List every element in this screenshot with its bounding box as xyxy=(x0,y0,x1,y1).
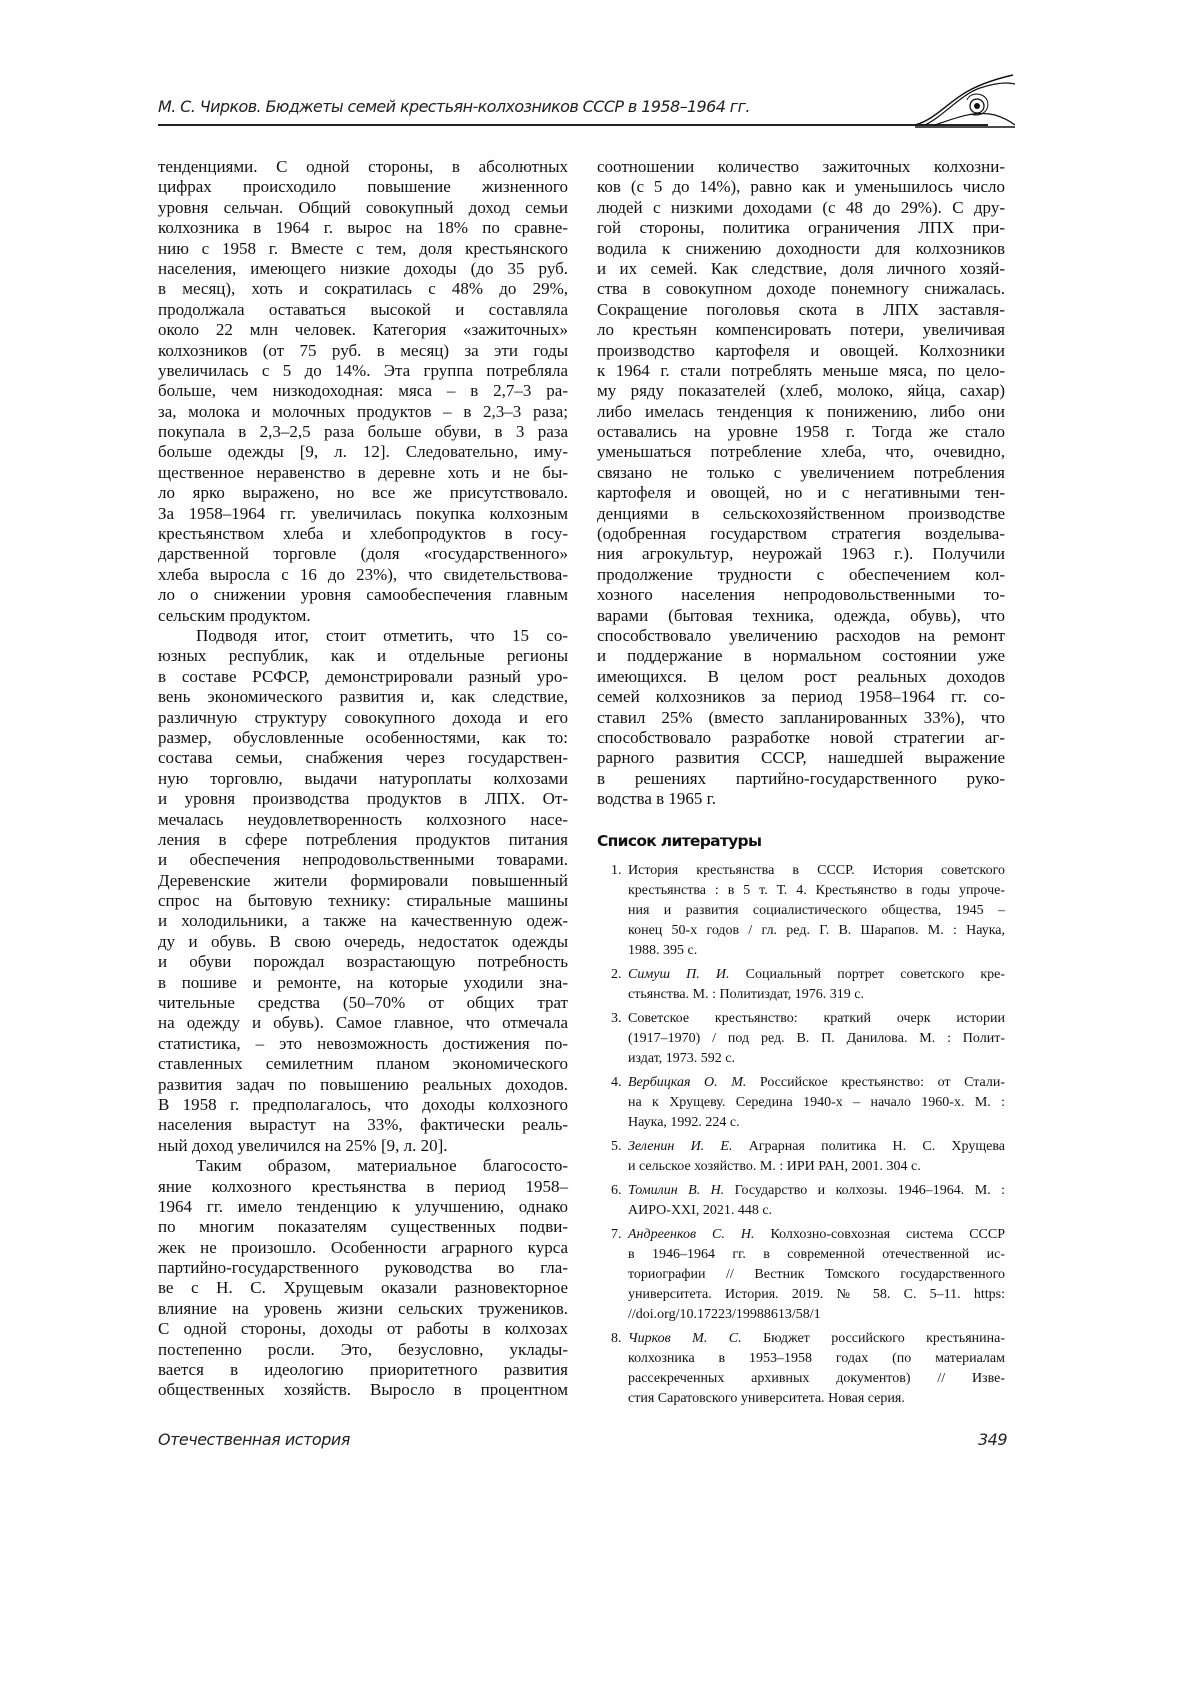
text-line: около 22 млн человек. Категория «зажиточных» xyxy=(158,320,568,340)
reference-text: Российское крестьянство: от Стали- xyxy=(746,1075,1005,1090)
reference-line xyxy=(628,1137,1005,1157)
text-line: влияние на уровень жизни сельских тружеников. xyxy=(158,1299,568,1319)
text-line: яние колхозного крестьянства в период 1958– xyxy=(158,1177,568,1197)
text-line: вень экономического развития и, как следствие, xyxy=(158,687,568,707)
reference-line: стьянства. М. : Политиздат, 1976. 319 с. xyxy=(628,985,1005,1005)
text-line: оставались на уровне 1958 г. Тогда же стало xyxy=(597,422,1005,442)
reference-line: (1917–1970) / под ред. В. П. Данилова. М. : Полит- xyxy=(628,1029,1005,1049)
text-line: ставил 25% (вместо запланированных 33%), что xyxy=(597,708,1005,728)
text-line: размер, обусловленные особенностями, как то: xyxy=(158,728,568,748)
text-line: больше, чем низкодоходная: мяса – в 2,7–3 ра- xyxy=(158,381,568,401)
left-text-column xyxy=(158,157,568,1401)
reference-line: АИРО-XXI, 2021. 448 с. xyxy=(628,1201,1005,1221)
reference-line: колхозника в 1953–1958 годах (по материалам xyxy=(628,1349,1005,1369)
reference-line: Наука, 1992. 224 с. xyxy=(628,1113,1005,1133)
reference-line: 1988. 395 с. xyxy=(628,941,1005,961)
reference-line: университета. История. 2019. № 58. С. 5–11. https: xyxy=(628,1285,1005,1305)
text-line: ло ярко выражено, но все же присутствовало. xyxy=(158,483,568,503)
text-line: колхозников (от 75 руб. в месяц) за эти годы xyxy=(158,341,568,361)
text-line: и обуви порождал возрастающую потребность xyxy=(158,952,568,972)
text-line: В 1958 г. предполагалось, что доходы колхозного xyxy=(158,1095,568,1115)
text-line: му ряду показателей (хлеб, молоко, яйца, сахар) xyxy=(597,381,1005,401)
text-line: сельским продуктом. xyxy=(158,606,568,626)
text-line: варами (бытовая техника, одежда, обувь), что xyxy=(597,606,1005,626)
text-line: хлеба выросла с 16 до 23%), что свидетельствова- xyxy=(158,565,568,585)
reference-line xyxy=(628,965,1005,985)
right-text-column xyxy=(597,157,1005,810)
text-line: картофеля и овощей, но и с негативными тен- xyxy=(597,483,1005,503)
text-line: ло о снижении уровня самообеспечения главным xyxy=(158,585,568,605)
reference-line: и сельское хозяйство. М. : ИРИ РАН, 2001. 304 с. xyxy=(628,1157,1005,1177)
reference-text: Бюджет российского крестьянина- xyxy=(742,1331,1005,1346)
text-line: ления в сфере потребления продуктов питания xyxy=(158,830,568,850)
reference-line: Советское крестьянство: краткий очерк истории xyxy=(628,1009,1005,1029)
reference-line xyxy=(628,1329,1005,1349)
text-line: ду и обувь. В свою очередь, недостаток одежды xyxy=(158,932,568,952)
text-line: и обеспечения непродовольственными товарами. xyxy=(158,850,568,870)
reference-number: 4. xyxy=(611,1073,622,1093)
text-line: уменьшаться потребление хлеба, что, очевидно, xyxy=(597,442,1005,462)
text-line: в месяц), хоть и сократилась с 48% до 29%, xyxy=(158,279,568,299)
text-line: и поддержание в нормальном состоянии уже xyxy=(597,646,1005,666)
text-line: по многим показателям существенных подви- xyxy=(158,1217,568,1237)
text-line: имеющихся. В целом рост реальных доходов xyxy=(597,667,1005,687)
text-line: 1964 гг. имело тенденцию к улучшению, однако xyxy=(158,1197,568,1217)
text-line: состава семьи, снабжения через государствен- xyxy=(158,748,568,768)
text-line: тенденциями. С одной стороны, в абсолютных xyxy=(158,157,568,177)
text-line: и их семей. Как следствие, доля личного хозяй- xyxy=(597,259,1005,279)
reference-author: Чирков М. С. xyxy=(628,1331,742,1346)
paragraph xyxy=(158,626,568,1156)
text-line: в составе РСФСР, демонстрировали разный уро- xyxy=(158,667,568,687)
reference-text: Государство и колхозы. 1946–1964. М. : xyxy=(724,1183,1005,1198)
text-line: постепенно росли. Это, безусловно, уклады- xyxy=(158,1340,568,1360)
header-rule xyxy=(158,124,988,126)
text-line: ков (с 5 до 14%), равно как и уменьшилось число xyxy=(597,177,1005,197)
text-line: ства в совокупном доходе понемногу снижалась. xyxy=(597,279,1005,299)
reference-line xyxy=(628,1073,1005,1093)
text-line: людей с низкими доходами (с 48 до 29%). С дру- xyxy=(597,198,1005,218)
text-line: ве с Н. С. Хрущевым оказали разновекторное xyxy=(158,1278,568,1298)
text-line: ния агрокультур, неурожай 1963 г.). Получили xyxy=(597,544,1005,564)
reference-number: 2. xyxy=(611,965,622,985)
reference-line: История крестьянства в СССР. История советского xyxy=(628,861,1005,881)
reference-text: Колхозно-совхозная система СССР xyxy=(754,1227,1005,1242)
reference-line: рассекреченных архивных документов) // Изве- xyxy=(628,1369,1005,1389)
paragraph xyxy=(158,157,568,626)
text-line: водства в 1965 г. xyxy=(597,789,1005,809)
text-line: хозного населения непродовольственными то- xyxy=(597,585,1005,605)
text-line: вается в идеологию приоритетного развития xyxy=(158,1360,568,1380)
text-line: связано не только с увеличением потребления xyxy=(597,463,1005,483)
reference-line: //doi.org/10.17223/19988613/58/1 xyxy=(628,1305,1005,1325)
text-line: чительные средства (50–70% от общих трат xyxy=(158,993,568,1013)
text-line: ло крестьян компенсировать потери, увеличивая xyxy=(597,320,1005,340)
text-line: нию с 1958 г. Вместе с тем, доля крестьянского xyxy=(158,239,568,259)
reference-number: 1. xyxy=(611,861,622,881)
text-line: С одной стороны, доходы от работы в колхозах xyxy=(158,1319,568,1339)
text-line: уровня сельчан. Общий совокупный доход семьи xyxy=(158,198,568,218)
text-line: продолжала оставаться высокой и составляла xyxy=(158,300,568,320)
reference-item xyxy=(611,965,1005,1005)
reference-author: Симуш П. И. xyxy=(628,967,730,982)
reference-item xyxy=(611,1137,1005,1177)
text-line: и уровня производства продуктов в ЛПХ. От- xyxy=(158,789,568,809)
text-line: щественное неравенство в деревне хоть и не бы- xyxy=(158,463,568,483)
text-line: рарного развития СССР, нашедшей выражение xyxy=(597,748,1005,768)
reference-number: 7. xyxy=(611,1225,622,1245)
text-line: ный доход увеличился на 25% [9, л. 20]. xyxy=(158,1136,568,1156)
text-line: Таким образом, материальное благососто- xyxy=(158,1156,568,1176)
reference-line: издат, 1973. 592 с. xyxy=(628,1049,1005,1069)
text-line: различную структуру совокупного дохода и его xyxy=(158,708,568,728)
reference-item xyxy=(611,1181,1005,1221)
text-line: к 1964 г. стали потреблять меньше мяса, по цело- xyxy=(597,361,1005,381)
text-line: мечалась неудовлетворенность колхозного насе- xyxy=(158,810,568,830)
reference-line: крестьянства : в 5 т. Т. 4. Крестьянство в годы упроче- xyxy=(628,881,1005,901)
text-line: увеличилась с 5 до 14%. Эта группа потребляла xyxy=(158,361,568,381)
text-line: развития задач по повышению реальных доходов. xyxy=(158,1075,568,1095)
text-line: колхозника в 1964 г. вырос на 18% по сравне- xyxy=(158,218,568,238)
reference-line: ториографии // Вестник Томского государственного xyxy=(628,1265,1005,1285)
paragraph xyxy=(597,157,1005,810)
text-line: Подводя итог, стоит отметить, что 15 со- xyxy=(158,626,568,646)
text-line: покупала в 2,3–2,5 раза больше обуви, в 3 раза xyxy=(158,422,568,442)
text-line: ную торговлю, выдачи натуроплаты колхозами xyxy=(158,769,568,789)
text-line: партийно-государственного руководства во гла- xyxy=(158,1258,568,1278)
references-list xyxy=(611,861,1005,1413)
text-line: производство картофеля и овощей. Колхозники xyxy=(597,341,1005,361)
text-line: соотношении количество зажиточных колхозни- xyxy=(597,157,1005,177)
text-line: водила к снижению доходности для колхозников xyxy=(597,239,1005,259)
text-line: Сокращение поголовья скота в ЛПХ заставля- xyxy=(597,300,1005,320)
reference-number: 8. xyxy=(611,1329,622,1349)
text-line: за, молока и молочных продуктов – в 2,3–3 раза; xyxy=(158,402,568,422)
text-line: и холодильники, а также на качественную одеж- xyxy=(158,911,568,931)
reference-author: Зеленин И. Е. xyxy=(628,1139,732,1154)
text-line: в решениях партийно-государственного руко- xyxy=(597,769,1005,789)
text-line: населения, имеющего низкие доходы (до 35 руб. xyxy=(158,259,568,279)
text-line: на одежду и обувь). Самое главное, что отмечала xyxy=(158,1013,568,1033)
text-line: дарственной торговле (доля «государственного» xyxy=(158,544,568,564)
reference-author: Томилин В. Н. xyxy=(628,1183,724,1198)
text-line: юзных республик, как и отдельные регионы xyxy=(158,646,568,666)
text-line: Деревенские жители формировали повышенный xyxy=(158,871,568,891)
running-header: М. С. Чирков. Бюджеты семей крестьян-колхозников СССР в 1958–1964 гг. xyxy=(158,97,750,116)
text-line: (одобренная государством стратегия возделыва- xyxy=(597,524,1005,544)
text-line: крестьянством хлеба и хлебопродуктов в госу- xyxy=(158,524,568,544)
reference-line: на к Хрущеву. Середина 1940-х – начало 1960-х. М. : xyxy=(628,1093,1005,1113)
text-line: жек не произошло. Особенности аграрного курса xyxy=(158,1238,568,1258)
reference-item xyxy=(611,1009,1005,1069)
reference-text: Аграрная политика Н. С. Хрущева xyxy=(732,1139,1005,1154)
reference-item xyxy=(611,1329,1005,1409)
text-line: общественных хозяйств. Выросло в процентном xyxy=(158,1380,568,1400)
reference-line: стия Саратовского университета. Новая серия. xyxy=(628,1389,1005,1409)
text-line: За 1958–1964 гг. увеличилась покупка колхозным xyxy=(158,504,568,524)
reference-item xyxy=(611,861,1005,961)
paragraph xyxy=(158,1156,568,1401)
reference-line xyxy=(628,1225,1005,1245)
text-line: статистика, – это невозможность достижения по- xyxy=(158,1034,568,1054)
text-line: либо имелась тенденция к понижению, либо они xyxy=(597,402,1005,422)
text-line: больше одежды [9, л. 12]. Следовательно, иму- xyxy=(158,442,568,462)
text-line: ставленных семилетним планом экономического xyxy=(158,1054,568,1074)
text-line: способствовало увеличению расходов на ремонт xyxy=(597,626,1005,646)
footer-journal: Отечественная история xyxy=(158,1430,350,1449)
reference-item xyxy=(611,1073,1005,1133)
reference-line: ния и развития социалистического общества, 1945 – xyxy=(628,901,1005,921)
text-line: населения вырастут на 33%, фактически реаль- xyxy=(158,1115,568,1135)
reference-author: Андреенков С. Н. xyxy=(628,1227,754,1242)
reference-number: 5. xyxy=(611,1137,622,1157)
page-number: 349 xyxy=(978,1430,1007,1449)
text-line: продолжение трудности с обеспечением кол- xyxy=(597,565,1005,585)
reference-item xyxy=(611,1225,1005,1325)
reference-number: 3. xyxy=(611,1009,622,1029)
text-line: в пошиве и ремонте, на которые уходили зна- xyxy=(158,973,568,993)
text-line: способствовало разработке новой стратегии аг- xyxy=(597,728,1005,748)
reference-line xyxy=(628,1181,1005,1201)
text-line: семей колхозников за период 1958–1964 гг. со- xyxy=(597,687,1005,707)
reference-author: Вербицкая О. М. xyxy=(628,1075,746,1090)
text-line: спрос на бытовую технику: стиральные машины xyxy=(158,891,568,911)
reference-line: конец 50-х годов / гл. ред. Г. В. Шарапов. М. : Наука, xyxy=(628,921,1005,941)
text-line: гой стороны, политика ограничения ЛПХ при- xyxy=(597,218,1005,238)
reference-text: Социальный портрет советского кре- xyxy=(730,967,1005,982)
references-heading: Список литературы xyxy=(597,832,761,850)
text-line: денциями в сельскохозяйственном производстве xyxy=(597,504,1005,524)
reference-line: в 1946–1964 гг. в современной отечественной ис- xyxy=(628,1245,1005,1265)
reference-number: 6. xyxy=(611,1181,622,1201)
text-line: цифрах происходило повышение жизненного xyxy=(158,177,568,197)
ornament-icon xyxy=(915,70,1015,130)
